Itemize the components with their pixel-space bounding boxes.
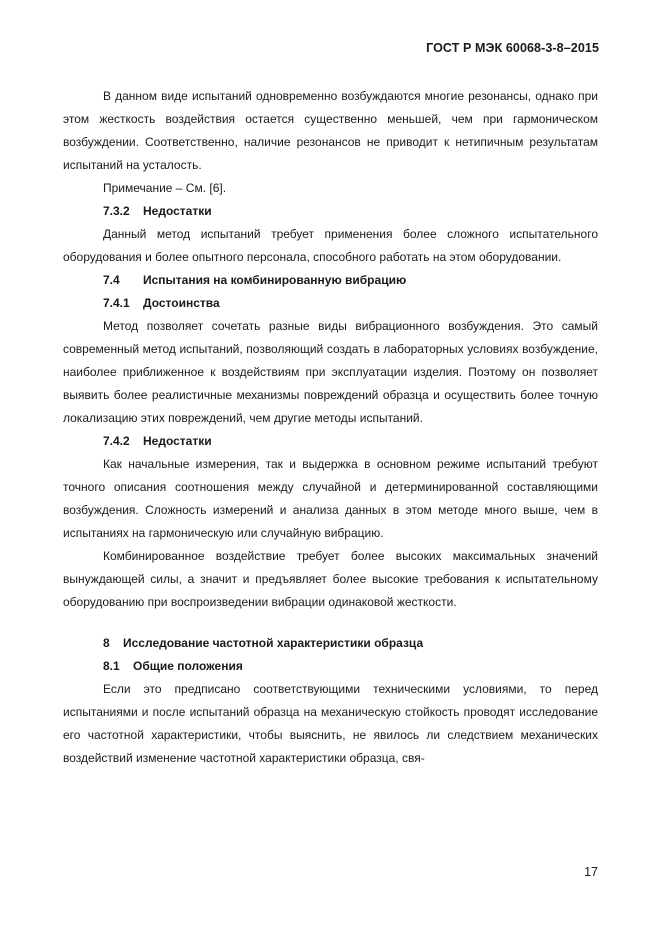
section-8-title: Исследование частотной характеристики образца	[123, 636, 424, 650]
page-content	[63, 85, 598, 770]
section-8-1-number: 8.1	[103, 659, 120, 673]
section-7-3-2-number: 7.3.2	[103, 204, 130, 218]
paragraph-general-provisions: Если это предписано соответствующими техническими условиями, то перед испытаниями и после испытаний образца на механическую стойкость проводят исследование его частотной характеристики, чтобы выяснить, не явилось ли следствием механических воздействий изменение частотной характеристики образца, свя-	[63, 682, 598, 765]
page-number: 17	[584, 865, 598, 879]
section-8-1-title: Общие положения	[133, 659, 243, 673]
document-id-header: ГОСТ Р МЭК 60068-3-8–2015	[426, 41, 599, 55]
section-7-4-title: Испытания на комбинированную вибрацию	[143, 273, 407, 287]
section-7-3-2-heading	[63, 200, 598, 223]
paragraph-combined-force: Комбинированное воздействие требует более высоких максимальных значений вынуждающей силы, а значит и предъявляет более высокие требования к испытательному оборудованию при воспроизведении вибрации одинаковой жесткости.	[63, 549, 598, 609]
note-reference: Примечание – См. [6].	[103, 181, 227, 195]
section-8-1-heading	[63, 655, 598, 678]
section-8-number: 8	[103, 636, 110, 650]
paragraph-resonances: В данном виде испытаний одновременно возбуждаются многие резонансы, однако при этом жесткость воздействия остается существенно меньшей, чем при гармоническом возбуждении. Соответственно, наличие резонансов не приводит к нетипичным результатам испытаний на усталость.	[63, 89, 598, 172]
paragraph-measurements: Как начальные измерения, так и выдержка в основном режиме испытаний требуют точного описания соотношения между случайной и детерминированной составляющими возбуждения. Сложность измерений и анализа данных в этом методе много выше, чем в испытаниях на гармоническую или случайную вибрацию.	[63, 457, 598, 540]
section-7-4-2-number: 7.4.2	[103, 434, 130, 448]
section-7-3-2-title: Недостатки	[143, 204, 212, 218]
section-gap	[63, 614, 598, 632]
section-7-4-1-number: 7.4.1	[103, 296, 130, 310]
section-7-4-1-heading	[63, 292, 598, 315]
paragraph-advantages: Метод позволяет сочетать разные виды вибрационного возбуждения. Это самый современный метод испытаний, позволяющий создать в лабораторных условиях возбуждение, наиболее приближенное к воздействиям при эксплуатации изделия. Поэтому он позволяет выявить более реалистичные механизмы повреждений образца и осуществить более точную локализацию этих повреждений, чем другие методы испытаний.	[63, 319, 598, 425]
section-7-4-2-heading	[63, 430, 598, 453]
section-7-4-2-title: Недостатки	[143, 434, 212, 448]
section-7-4-heading	[63, 269, 598, 292]
section-7-4-number: 7.4	[103, 273, 120, 287]
section-7-4-1-title: Достоинства	[143, 296, 220, 310]
paragraph-drawbacks-equipment: Данный метод испытаний требует применения более сложного испытательного оборудования и более опытного персонала, способного работать на этом оборудовании.	[63, 227, 598, 264]
section-8-heading	[63, 632, 598, 655]
